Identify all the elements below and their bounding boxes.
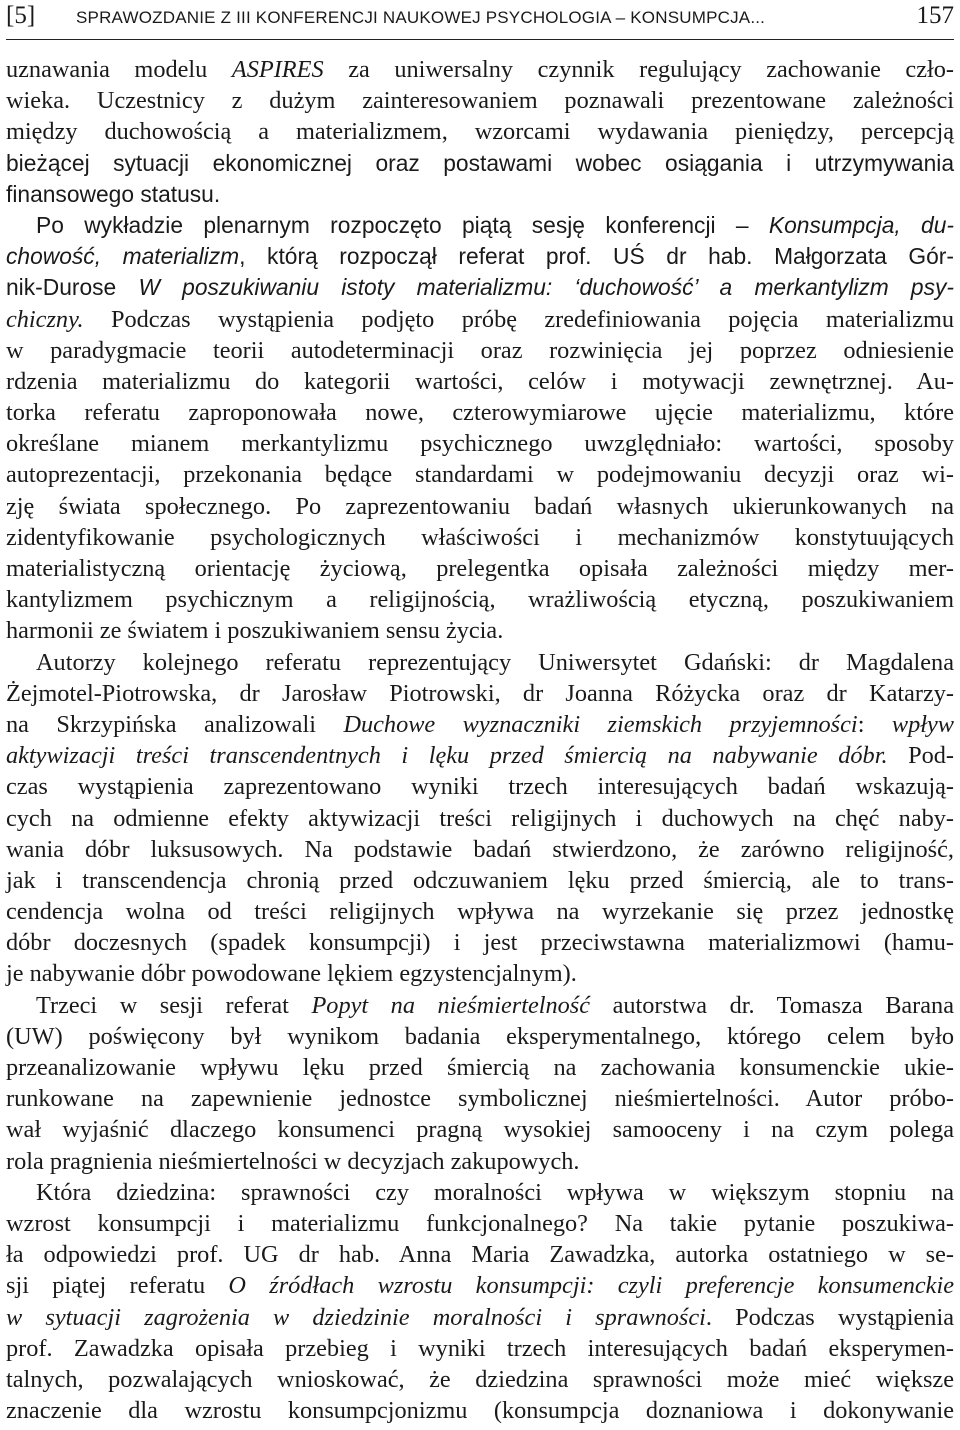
text-line: finansowego statusu.: [6, 180, 221, 207]
text-run-italic: ASPIRES: [231, 56, 324, 83]
header-title: SPRAWOZDANIE Z III KONFERENCJI NAUKOWEJ PSYCHOLOGIA – KONSUMPCJA...: [76, 8, 766, 27]
header-section-mark: [5]: [6, 2, 36, 29]
text-line: cych na odmienne efekty aktywizacji treści religijnych i duchowych na chęć naby-: [6, 804, 954, 832]
text-run-italic: Popyt na nieśmiertelność: [311, 991, 591, 1019]
text-line: wał wyjaśnić dlaczego konsumenci pragną wysokiej samooceny i na czym polega: [6, 1116, 954, 1144]
text-line: dóbr doczesnych (spadek konsumpcji) i jest przeciwstawna materializmowi (hamu-: [6, 929, 954, 957]
text-line: rola pragnienia nieśmiertelności w decyzjach zakupowych.: [6, 1147, 580, 1175]
text-run: na Skrzypińska analizowali: [6, 710, 344, 738]
paragraph: [6, 1177, 954, 1427]
text-line: w paradygmacie teorii autodeterminacji oraz rozwinięcia jej poprzez odniesienie: [6, 336, 954, 364]
text-line: jak i transcendencja chronią przed odczuwaniem lęku przed śmiercią, ale to trans-: [6, 866, 954, 894]
text-run: , którą rozpoczął referat prof. UŚ dr hab. Małgorzata Gór-: [239, 243, 954, 270]
paragraph: [6, 54, 954, 210]
page-number: 157: [916, 2, 954, 29]
text-run: uznawania modelu: [6, 56, 232, 83]
text-run: za uniwersalny czynnik regulujący zachowanie czło-: [323, 56, 954, 83]
text-line: [6, 709, 954, 740]
paragraph: [6, 210, 954, 647]
text-run: Pod-: [887, 742, 954, 770]
text-line: Żejmotel-Piotrowska, dr Jarosław Piotrowski, dr Joanna Różycka oraz dr Katarzy-: [6, 679, 954, 707]
text-run: Trzeci w sesji referat: [36, 991, 312, 1019]
text-line: (UW) poświęcony był wynikom badania eksperymentalnego, którego celem było: [6, 1022, 954, 1050]
text-line: [6, 990, 954, 1021]
text-line: [6, 54, 954, 85]
text-line: [6, 304, 954, 335]
text-line: cendencja wolna od treści religijnych wpływa na wyrzekanie się przez jednostkę: [6, 898, 954, 926]
text-line: prof. Zawadzka opisała przebieg i wyniki trzech interesujących badań eksperymen-: [6, 1334, 954, 1362]
text-line: harmonii ze światem i poszukiwaniem sensu życia.: [6, 617, 504, 645]
text-run: autorstwa dr. Tomasza Barana: [590, 991, 954, 1019]
text-line: autoprezentacji, przekonania będące standardami w podejmowaniu decyzji oraz wi-: [6, 461, 954, 489]
text-line: kantylizmem psychicznym a religijnością, wrażliwością etyczną, poszukiwaniem: [6, 586, 954, 614]
text-line: zidentyfikowanie psychologicznych właściwości i mechanizmów konstytuujących: [6, 523, 954, 551]
text-run-italic: Duchowe wyznaczniki ziemskich przyjemności: [343, 710, 858, 738]
text-line: [6, 1270, 954, 1301]
text-line: [6, 1302, 954, 1333]
paragraph: [6, 990, 954, 1177]
text-line: talnych, pozwalających wnioskować, że dziedzina sprawności może mieć większe: [6, 1365, 954, 1393]
text-run-italic: W poszukiwaniu istoty materializmu: ‘duchowość’ a merkantylizm psy-: [138, 274, 954, 301]
text-run-italic: chowość, materializm: [6, 243, 240, 270]
text-line: torka referatu zaproponowała nowe, czterowymiarowe ujęcie materializmu, które: [6, 399, 954, 427]
text-line: Autorzy kolejnego referatu reprezentujący Uniwersytet Gdański: dr Magdalena: [36, 648, 954, 676]
text-line: ła odpowiedzi prof. UG dr hab. Anna Maria Zawadzka, autorka ostatniego w se-: [6, 1241, 954, 1269]
text-line: Która dziedzina: sprawności czy moralności wpływa w większym stopniu na: [36, 1178, 954, 1206]
text-run: sji piątej referatu: [6, 1272, 229, 1300]
paragraph: [6, 647, 954, 990]
text-run-italic: wpływ: [891, 710, 955, 738]
text-line: materialistyczną orientację życiową, prelegentka opisała zależności między mer-: [6, 555, 954, 582]
running-header: [6, 0, 954, 40]
text-line: wzrost konsumpcji i materializmu funkcjonalnego? Na takie pytanie poszukiwa-: [6, 1209, 954, 1237]
text-run-italic: chiczny.: [6, 305, 84, 333]
text-run: Podczas wystąpienia podjęto próbę zredefiniowania pojęcia materializmu: [83, 305, 954, 333]
text-line: runkowane na zapewnienie jednostce symbolicznej nieśmiertelności. Autor próbo-: [6, 1085, 954, 1113]
text-line: bieżącej sytuacji ekonomicznej oraz postawami wobec osiągania i utrzymywania: [6, 149, 954, 176]
text-line: [6, 272, 954, 303]
text-line: [6, 210, 954, 241]
text-run-italic: Konsumpcja, du-: [768, 211, 954, 238]
text-run: nik-Durose: [6, 274, 139, 301]
text-run: :: [857, 710, 892, 738]
text-run: Po wykładzie plenarnym rozpoczęto piątą sesję konferencji –: [36, 211, 769, 238]
text-run-italic: O źródłach wzrostu konsumpcji: czyli preferencje konsumenckie: [228, 1272, 954, 1300]
text-line: wania dóbr luksusowych. Na podstawie badań stwierdzono, że zarówno religijność,: [6, 835, 954, 863]
text-line: [6, 740, 954, 771]
text-run-italic: w sytuacji zagrożenia w dziedzinie moralności i sprawności: [6, 1303, 706, 1331]
text-line: znaczenie dla wzrostu konsumpcjonizmu (konsumpcja doznaniowa i dokonywanie: [6, 1397, 954, 1425]
body-text: [6, 40, 954, 1426]
text-line: przeanalizowanie wpływu lęku przed śmiercią na zachowania konsumenckie ukie-: [6, 1054, 954, 1081]
text-line: [6, 241, 954, 272]
text-line: czas wystąpienia zaprezentowano wyniki trzech interesujących badań wskazują-: [6, 773, 954, 801]
text-run-italic: aktywizacji treści transcendentnych i lęku przed śmiercią na nabywanie dóbr.: [6, 742, 888, 770]
text-line: między duchowością a materializmem, wzorcami wydawania pieniędzy, percepcją: [6, 118, 954, 146]
text-run: . Podczas wystąpienia: [705, 1303, 954, 1331]
text-line: wieka. Uczestnicy z dużym zainteresowaniem poznawali prezentowane zależności: [6, 87, 954, 115]
text-line: określane mianem merkantylizmu psychicznego uwzględniało: wartości, sposoby: [6, 430, 954, 458]
text-line: zję świata społecznego. Po zaprezentowaniu badań własnych ukierunkowanych na: [6, 492, 954, 520]
text-line: je nabywanie dóbr powodowane lękiem egzystencjalnym).: [6, 960, 577, 988]
text-line: rdzenia materializmu do kategorii wartości, celów i motywacji zewnętrznej. Au-: [6, 367, 954, 395]
